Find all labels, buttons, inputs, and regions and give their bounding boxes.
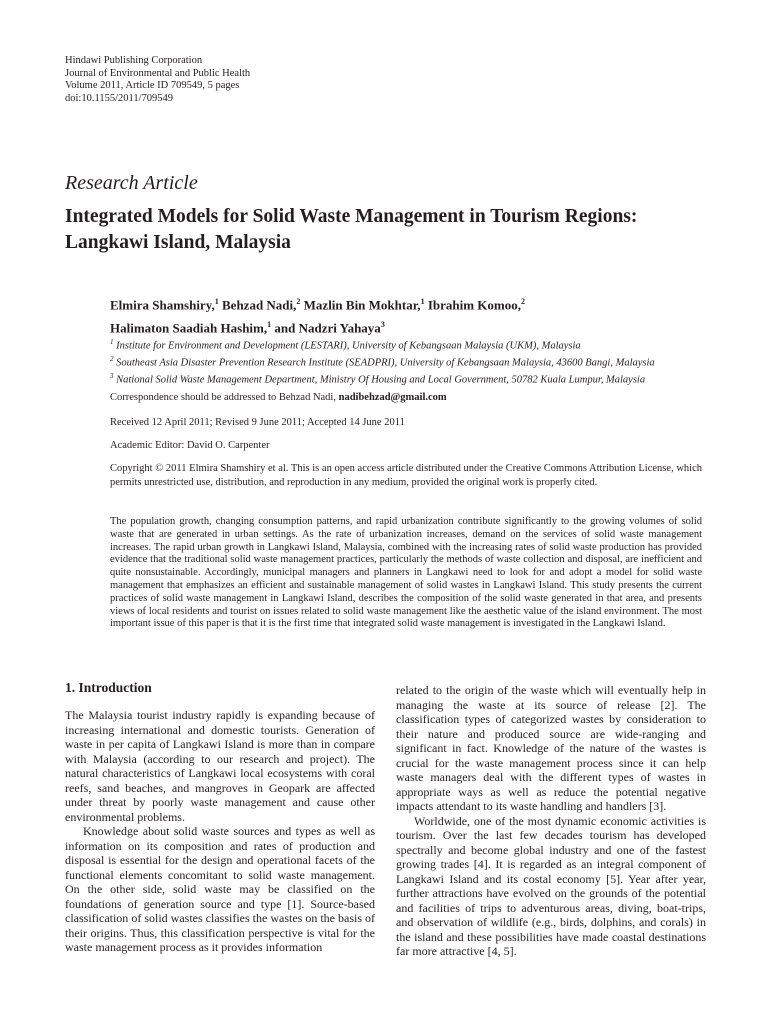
volume-line: Volume 2011, Article ID 709549, 5 pages (65, 80, 240, 91)
author-name: Ibrahim Komoo, (424, 297, 521, 313)
right-column (396, 683, 706, 959)
body-paragraph: Knowledge about solid waste sources and types as well as information on its composition and rates of production and disposal is essential for the design and operational facets of the functional elements concomitant to solid waste management. On the other side, solid waste may be classified on the foundations of generation source and type [1]. Source-based classification of solid wastes classifies the wastes on the basis of their origins. Thus, this classification perspective is vital for the waste management process as it provides information (65, 824, 375, 954)
author-name: Mazlin Bin Mokhtar, (300, 297, 421, 313)
academic-editor: Academic Editor: David O. Carpenter (110, 440, 270, 451)
correspondence (110, 391, 710, 405)
author-name: and Nadzri Yahaya (271, 320, 381, 336)
affiliation-mark: 3 (110, 372, 114, 381)
affiliation-mark: 1 (110, 338, 114, 346)
body-paragraph: related to the origin of the waste which will eventually help in managing the waste at its source of release [2]. The classification types of categorized wastes by consideration to their nature and produced source are wide-ranging and significant in fact. Knowledge of the nature of the wastes is crucial for the waste management process since it can help waste managers deal with the different types of wastes in appropriate ways as well as reduce the potential negative impacts attendant to its waste handling and handlers [3]. (396, 683, 706, 813)
author-affil-mark: 1 (214, 297, 219, 306)
author-name: Behzad Nadi, (218, 297, 297, 313)
paper-title: Integrated Models for Solid Waste Management in Tourism Regions: Langkawi Island, Malaysia (65, 206, 638, 253)
author-affil-mark: 1 (420, 297, 425, 306)
article-type: Research Article (65, 172, 198, 194)
affiliations (110, 336, 720, 387)
author-affil-mark: 2 (296, 297, 301, 306)
correspondence-text: Correspondence should be addressed to Behzad Nadi, (110, 392, 339, 403)
affiliation-text: Institute for Environment and Development (LESTARI), University of Kebangsaan Malaysia (UKM), Malaysia (113, 340, 581, 352)
journal-header (65, 55, 250, 105)
author-name: Halimaton Saadiah Hashim, (110, 320, 268, 336)
author-affil-mark: 3 (380, 320, 385, 330)
affiliation-text: Southeast Asia Disaster Prevention Research Institute (SEADPRI), University of Kebangsaan Malaysia, 43600 Bangi, Malaysia (113, 357, 655, 369)
body-paragraph: Worldwide, one of the most dynamic economic activities is tourism. Over the last few decades tourism has developed spectrally and become global industry and one of the fastest growing trades [4]. It is regarded as an integral component of Langkawi Island and its costal economy [5]. Year after year, further attractions have evolved on the grounds of the potential and facilities of trips to adventurous areas, diving, boat-trips, and observation of wildlife (e.g., birds, dolphins, and corals) in the island and these possibilities have made coastal destinations far more attractive [4, 5]. (396, 813, 706, 958)
publisher-line: Hindawi Publishing Corporation (65, 55, 203, 66)
doi-line: doi:10.1155/2011/709549 (65, 92, 174, 104)
correspondence-email[interactable]: nadibehzad@gmail.com (338, 392, 447, 403)
author-list (110, 292, 710, 339)
author-affil-mark: 1 (267, 320, 272, 330)
left-column (65, 680, 375, 955)
received-dates: Received 12 April 2011; Revised 9 June 2011; Accepted 14 June 2011 (110, 417, 405, 428)
body-paragraph: The Malaysia tourist industry rapidly is expanding because of increasing international and domestic tourists. Generation of waste in per capita of Langkawi Island is more than in compare with Malaysia (according to our research and project). The natural characteristics of Langkawi local ecosystems with coral reefs, sand beaches, and mangroves in Geopark are affected under threat by poorly waste management and cause other environmental problems. (65, 708, 375, 824)
affiliation-line (110, 336, 720, 353)
author-name: Elmira Shamshiry, (110, 297, 215, 313)
affiliation-line (110, 370, 720, 387)
abstract: The population growth, changing consumption patterns, and rapid urbanization contribute significantly to the growing volumes of solid waste that are generated in urban settings. As the rate of urbanization increases, demand on the services of solid waste management increases. The rapid urban growth in Langkawi Island, Malaysia, combined with the increasing rates of solid waste production has provided evidence that the traditional solid waste management practices, particularly the methods of waste collection and disposal, are inefficient and quite nonsustainable. Accordingly, municipal managers and planners in Langkawi need to look for and adopt a model for solid waste management that emphasizes an efficient and sustainable management of solid wastes in Langkawi Island. This study presents the current practices of solid waste management in Langkawi Island, describes the composition of the solid waste generated in that area, and presents views of local residents and tourist on issues related to solid waste management like the aesthetic value of the island environment. The most important issue of this paper is that it is the first time that integrated solid waste management is investigated in the Langkawi Island. (110, 516, 702, 630)
affiliation-mark: 2 (110, 355, 114, 364)
journal-name: Journal of Environmental and Public Health (65, 67, 251, 79)
author-affil-mark: 2 (520, 297, 525, 306)
affiliation-text: National Solid Waste Management Department, Ministry Of Housing and Local Government, 50782 Kuala Lumpur, Malaysia (113, 374, 646, 386)
section-heading: 1. Introduction (65, 680, 152, 695)
affiliation-line (110, 353, 720, 370)
copyright-notice: Copyright © 2011 Elmira Shamshiry et al. This is an open access article distributed under the Creative Commons Attribution License, which permits unrestricted use, distribution, and reproduction in any medium, provided the original work is properly cited. (110, 463, 702, 488)
